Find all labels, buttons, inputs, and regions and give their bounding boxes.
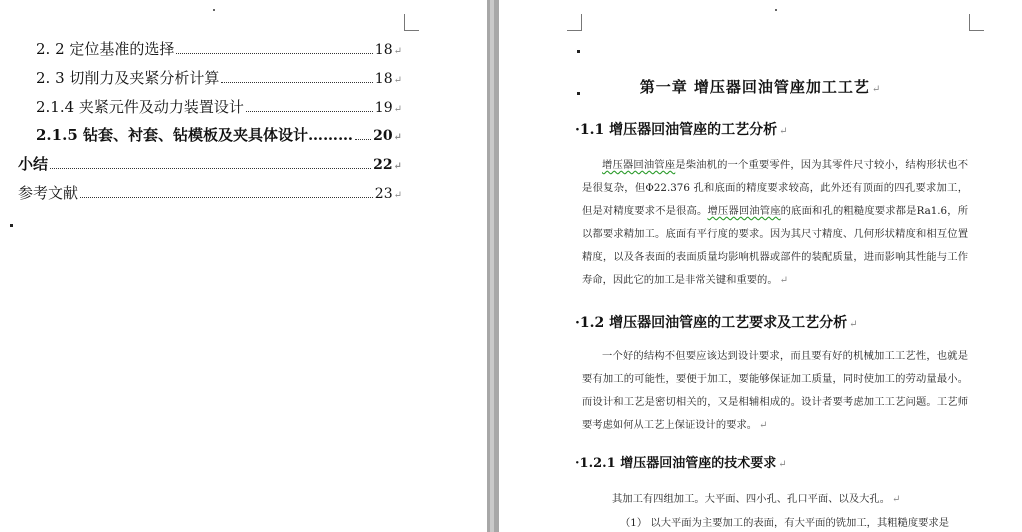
document-page-left	[0, 0, 487, 532]
margin-corner-mark	[969, 14, 984, 31]
paragraph-mark	[10, 224, 13, 227]
toc-entry-title: 2.1.5 钻套、衬套、钻模板及夹具体设计………	[36, 126, 353, 144]
toc-leader-dots	[50, 168, 371, 169]
toc-leader-dots	[246, 111, 373, 112]
toc-entry[interactable]	[36, 67, 402, 88]
toc-entry-title: 2.1.4 夹紧元件及动力装置设计	[36, 98, 244, 116]
margin-corner-mark	[567, 14, 582, 31]
toc-page-number: 18	[374, 71, 393, 87]
page-mark	[213, 9, 215, 11]
heading-1-2-1: ·1.2.1 增压器回油管座的技术要求 ↵	[575, 456, 787, 471]
return-mark: ↵	[393, 161, 402, 172]
list-item-1: （1） 以大平面为主要加工的表面，有大平面的铣加工，其粗糙度要求是	[620, 517, 950, 529]
page-gap	[487, 0, 499, 532]
paragraph-1-2: 一个好的结构不但要应该达到设计要求，而且要有好的机械加工工艺性，也就是要有加工的可能性，要便于加工，要能够保证加工质量，同时使加工的劳动量最小。而设计和工艺是密切相关的，又是相辅相成的。设计者要考虑加工工艺问题。工艺师要考虑如何从工艺上保证设计的要求。 ↵	[582, 350, 968, 431]
toc-page-number: 19	[374, 100, 393, 116]
return-mark: ↵	[393, 132, 402, 143]
toc-leader-dots	[355, 139, 371, 140]
return-mark: ↵	[393, 75, 402, 86]
list-intro: 其加工有四组加工。大平面、四小孔、孔口平面、以及大孔。 ↵	[612, 493, 901, 505]
toc-entry[interactable]	[18, 182, 402, 203]
toc-leader-dots	[176, 53, 372, 54]
toc-entry[interactable]	[36, 38, 402, 59]
toc-entry-title: 小结	[18, 155, 49, 173]
toc-page-number: 20	[373, 128, 393, 144]
toc-leader-dots	[80, 197, 373, 198]
document-page-right	[499, 0, 1022, 532]
heading-1-2: ·1.2 增压器回油管座的工艺要求及工艺分析 ↵	[575, 315, 858, 331]
page-mark	[775, 9, 777, 11]
toc-page-number: 18	[374, 42, 393, 58]
toc-entry[interactable]	[36, 124, 402, 145]
toc-entry-title: 2. 3 切削力及夹紧分析计算	[36, 69, 220, 87]
toc-leader-dots	[221, 82, 372, 83]
heading-1-1: ·1.1 增压器回油管座的工艺分析 ↵	[575, 122, 788, 138]
return-mark: ↵	[393, 190, 402, 201]
toc-page-number: 22	[373, 157, 393, 173]
toc-entry[interactable]	[18, 153, 402, 174]
toc-entry[interactable]	[36, 96, 402, 117]
chapter-title: 第一章 增压器回油管座加工工艺 ↵	[639, 78, 882, 96]
toc-entry-title: 2. 2 定位基准的选择	[36, 40, 175, 58]
margin-corner-mark	[404, 14, 419, 31]
toc-page-number: 23	[374, 186, 393, 202]
return-mark: ↵	[393, 46, 402, 57]
paragraph-mark	[577, 50, 580, 53]
toc-entry-title: 参考文献	[18, 184, 79, 202]
paragraph-1-1: 增压器回油管座是柴油机的一个重要零件，因为其零件尺寸较小，结构形状也不是很复杂，但Φ22.376 孔和底面的精度要求较高，此外还有顶面的四孔要求加工，但是对精度要求不是很高。增压器回油管座的底面和孔的粗糙度要求都是Ra1.6，所以都要求精加工。底面有平行度的要求。因为其尺寸精度、几何形状精度和相互位置精度，以及各表面的表面质量均影响机器或部件的装配质量，进而影响其性能与工作寿命，因此它的加工是非常关键和重要的。 ↵	[582, 159, 969, 286]
return-mark: ↵	[393, 104, 402, 115]
